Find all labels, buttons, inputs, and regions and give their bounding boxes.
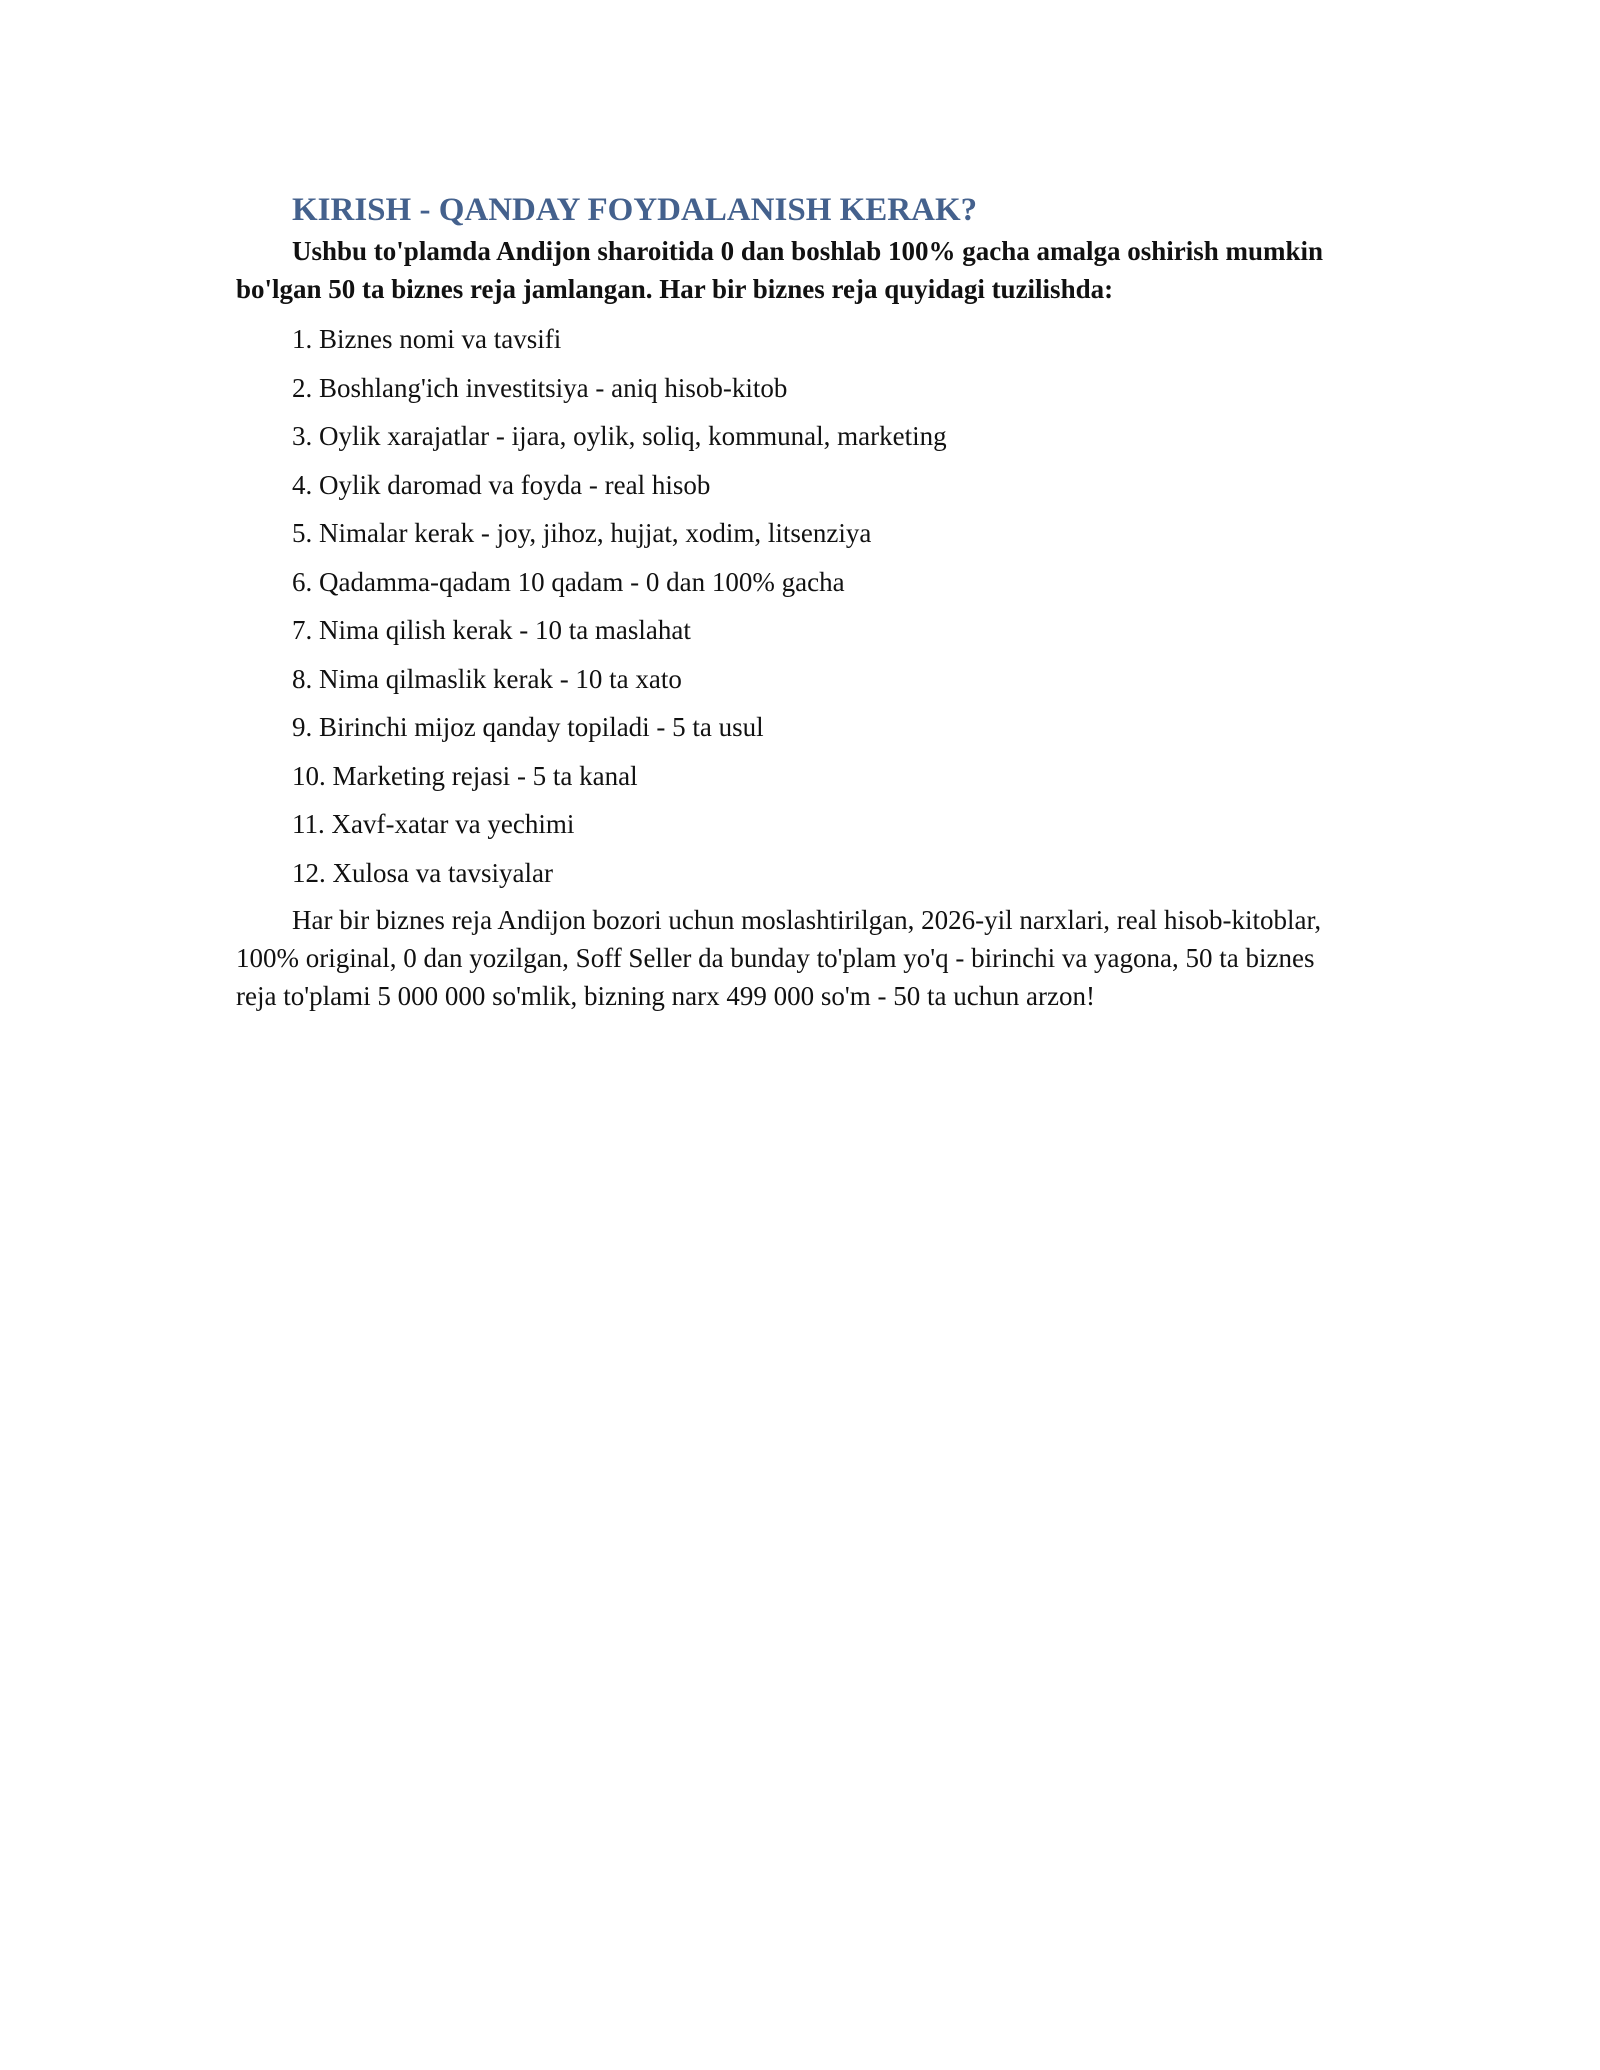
intro-paragraph: Ushbu to'plamda Andijon sharoitida 0 dan boshlab 100% gacha amalga oshirish mumkin bo'lgan 50 ta biznes reja jamlangan. Har bir biznes reja quyidagi tuzilishda: [236, 236, 1324, 304]
list-item: 4. Oylik daromad va foyda - real hisob [292, 469, 711, 500]
list-item: 7. Nima qilish kerak - 10 ta maslahat [292, 615, 691, 645]
list-item: 2. Boshlang'ich investitsiya - aniq hisob-kitob [292, 372, 788, 403]
closing-paragraph: Har bir biznes reja Andijon bozori uchun moslashtirilgan, 2026-yil narxlari, real hisob-kitoblar, 100% original, 0 dan yozilgan, Soff Seller da bunday to'plam yo'q - birinchi va yagona, 50 ta biznes reja to'plami 5 000 000 so'mlik, bizning narx 499 000 so'm - 50 ta uchun arzon! [236, 905, 1322, 1011]
section-heading: KIRISH - QANDAY FOYDALANISH KERAK? [292, 192, 978, 228]
list-item: 3. Oylik xarajatlar - ijara, oylik, soliq, kommunal, marketing [292, 421, 947, 451]
list-item: 12. Xulosa va tavsiyalar [292, 857, 553, 888]
structure-list [236, 315, 1356, 897]
list-item: 5. Nimalar kerak - joy, jihoz, hujjat, xodim, litsenziya [292, 518, 872, 548]
document-content [236, 188, 1356, 1015]
list-item: 1. Biznes nomi va tavsifi [292, 324, 562, 354]
list-item: 10. Marketing rejasi - 5 ta kanal [292, 760, 638, 791]
list-item: 6. Qadamma-qadam 10 qadam - 0 dan 100% gacha [292, 566, 845, 597]
list-item: 11. Xavf-xatar va yechimi [292, 809, 575, 839]
list-item: 8. Nima qilmaslik kerak - 10 ta xato [292, 663, 682, 694]
list-item: 9. Birinchi mijoz qanday topiladi - 5 ta usul [292, 712, 764, 742]
